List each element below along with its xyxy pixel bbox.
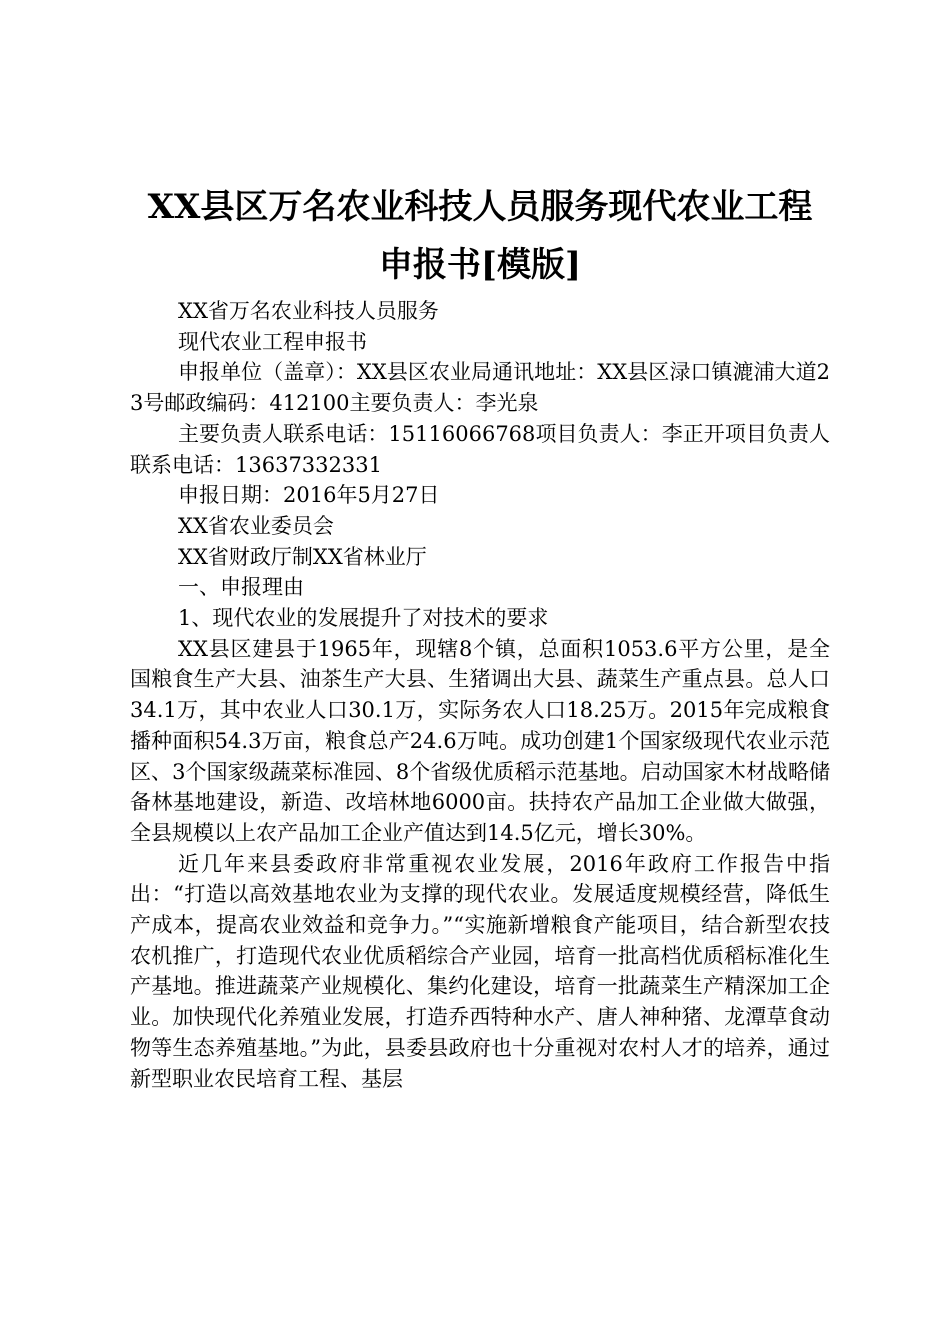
document-title-line-1: XX县区万名农业科技人员服务现代农业工程	[147, 187, 813, 227]
paragraph-6: XX省农业委员会	[178, 513, 334, 538]
paragraph-5: 申报日期：2016年5月27日	[178, 483, 440, 508]
section-heading-1: 一、申报理由	[178, 575, 304, 600]
document-title-line-2: 申报书[模版]	[378, 245, 582, 285]
paragraph-4: 主要负责人联系电话：15116066768项目负责人：李正开项目负责人联系电话：13637332331	[130, 421, 830, 477]
paragraph-3: 申报单位（盖章）：XX县区农业局通讯地址：XX县区渌口镇漉浦大道23号邮政编码：412100主要负责人：李光泉	[130, 360, 830, 416]
paragraph-1: XX省万名农业科技人员服务	[178, 299, 439, 323]
subsection-heading-1: 1、现代农业的发展提升了对技术的要求	[178, 606, 549, 631]
document-body	[130, 296, 830, 1094]
document-page	[130, 178, 830, 1094]
paragraph-county-overview: XX县区建县于1965年，现辖8个镇，总面积1053.6平方公里，是全国粮食生产大县、油茶生产大县、生猪调出大县、蔬菜生产重点县。总人口34.1万，其中农业人口30.1万，实际务农人口18.25万。2015年完成粮食播种面积54.3万亩，粮食总产24.6万吨。成功创建1个国家级现代农业示范区、3个国家级蔬菜标准园、8个省级优质稻示范基地。启动国家木材战略储备林基地建设，新造、改培林地6000亩。扶持农产品加工企业做大做强，全县规模以上农产品加工企业产值达到14.5亿元，增长30%。	[130, 636, 830, 845]
paragraph-government-report: 近几年来县委政府非常重视农业发展，2016年政府工作报告中指出：“打造以高效基地农业为支撑的现代农业。发展适度规模经营，降低生产成本，提高农业效益和竞争力。”“实施新增粮食产能项目，结合新型农技农机推广，打造现代农业优质稻综合产业园，培育一批高档优质稻标准化生产基地。推进蔬菜产业规模化、集约化建设，培育一批蔬菜生产精深加工企业。加快现代化养殖业发展，打造乔西特种水产、唐人神种猪、龙潭草食动物等生态养殖基地。”为此，县委县政府也十分重视对农村人才的培养，通过新型职业农民培育工程、基层	[130, 851, 830, 1091]
paragraph-7: XX省财政厅制XX省林业厅	[178, 544, 427, 569]
paragraph-2: 现代农业工程申报书	[178, 329, 367, 354]
